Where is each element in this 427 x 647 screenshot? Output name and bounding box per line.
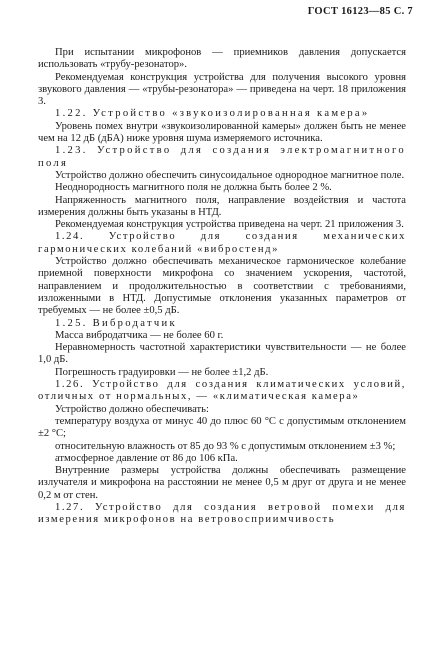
paragraph: Неоднородность магнитного поля не должна быть более 2 %.: [55, 182, 332, 194]
paragraph: 1.26. Устройство для создания климатических условий, отличных от нормальных, — «климатическая камера»: [38, 379, 406, 403]
paragraph: Неравномерность частотной характеристики чувствительности — не более 1,0 дБ.: [38, 342, 406, 366]
paragraph: атмосферное давление от 86 до 106 кПа.: [55, 452, 238, 464]
paragraph: Рекомендуемая конструкция устройства приведена на черт. 21 приложения 3.: [55, 219, 404, 231]
paragraph: температуру воздуха от минус 40 до плюс 60 °С с допустимым отклонением ±2 °С;: [38, 415, 406, 440]
paragraph: Уровень помех внутри «звукоизолированной камеры» должен быть не менее чем на 12 дБ (дБА) ниже уровня шума измеряемого источника.: [38, 120, 406, 145]
paragraph: При испытании микрофонов — приемников давления допускается использовать «трубу-резонатор».: [38, 47, 406, 71]
paragraph: Масса вибродатчика — не более 60 г.: [55, 329, 224, 341]
paragraph: 1.25. Вибродатчик: [55, 317, 177, 329]
paragraph: Напряженность магнитного поля, направление воздействия и частота измерения должны быть указаны в НТД.: [38, 194, 406, 218]
document-body: [38, 47, 406, 527]
paragraph: Устройство должно обеспечивать:: [55, 403, 209, 415]
paragraph: Устройство должно обеспечивать механическое гармоническое колебание приемной поверхности микрофона со значением ускорения, частотой, направлением и продолжительностью в соответствии с требованиями, изложенными в НТД. Допустимые отклонения указанных параметров от требуемых — не более ±0,5 дБ.: [38, 256, 406, 317]
paragraph: относительную влажность от 85 до 93 % с допустимым отклонением ±3 %;: [55, 440, 396, 452]
paragraph: 1.24. Устройство для создания механических гармонических колебаний «вибростенд»: [38, 231, 406, 255]
paragraph: Погрешность градуировки — не более ±1,2 дБ.: [55, 366, 269, 378]
paragraph: Внутренние размеры устройства должны обеспечивать размещение излучателя и микрофона на расстоянии не менее 0,5 м друг от друга и не менее 0,2 м от стен.: [38, 465, 406, 501]
paragraph: 1.27. Устройство для создания ветровой помехи для измерения микрофонов на ветровосприимчивость: [38, 501, 406, 526]
paragraph: 1.22. Устройство «звукоизолированная камера»: [55, 108, 370, 120]
paragraph: 1.23. Устройство для создания электромагнитного поля: [38, 145, 406, 169]
paragraph: Устройство должно обеспечить синусоидальное однородное магнитное поле.: [55, 169, 405, 181]
paragraph: Рекомендуемая конструкция устройства для получения высокого уровня звукового давления — «трубы-резонатора» — приведена на черт. 18 приложения 3.: [38, 71, 406, 108]
page-header: ГОСТ 16123—85 С. 7: [307, 6, 413, 17]
